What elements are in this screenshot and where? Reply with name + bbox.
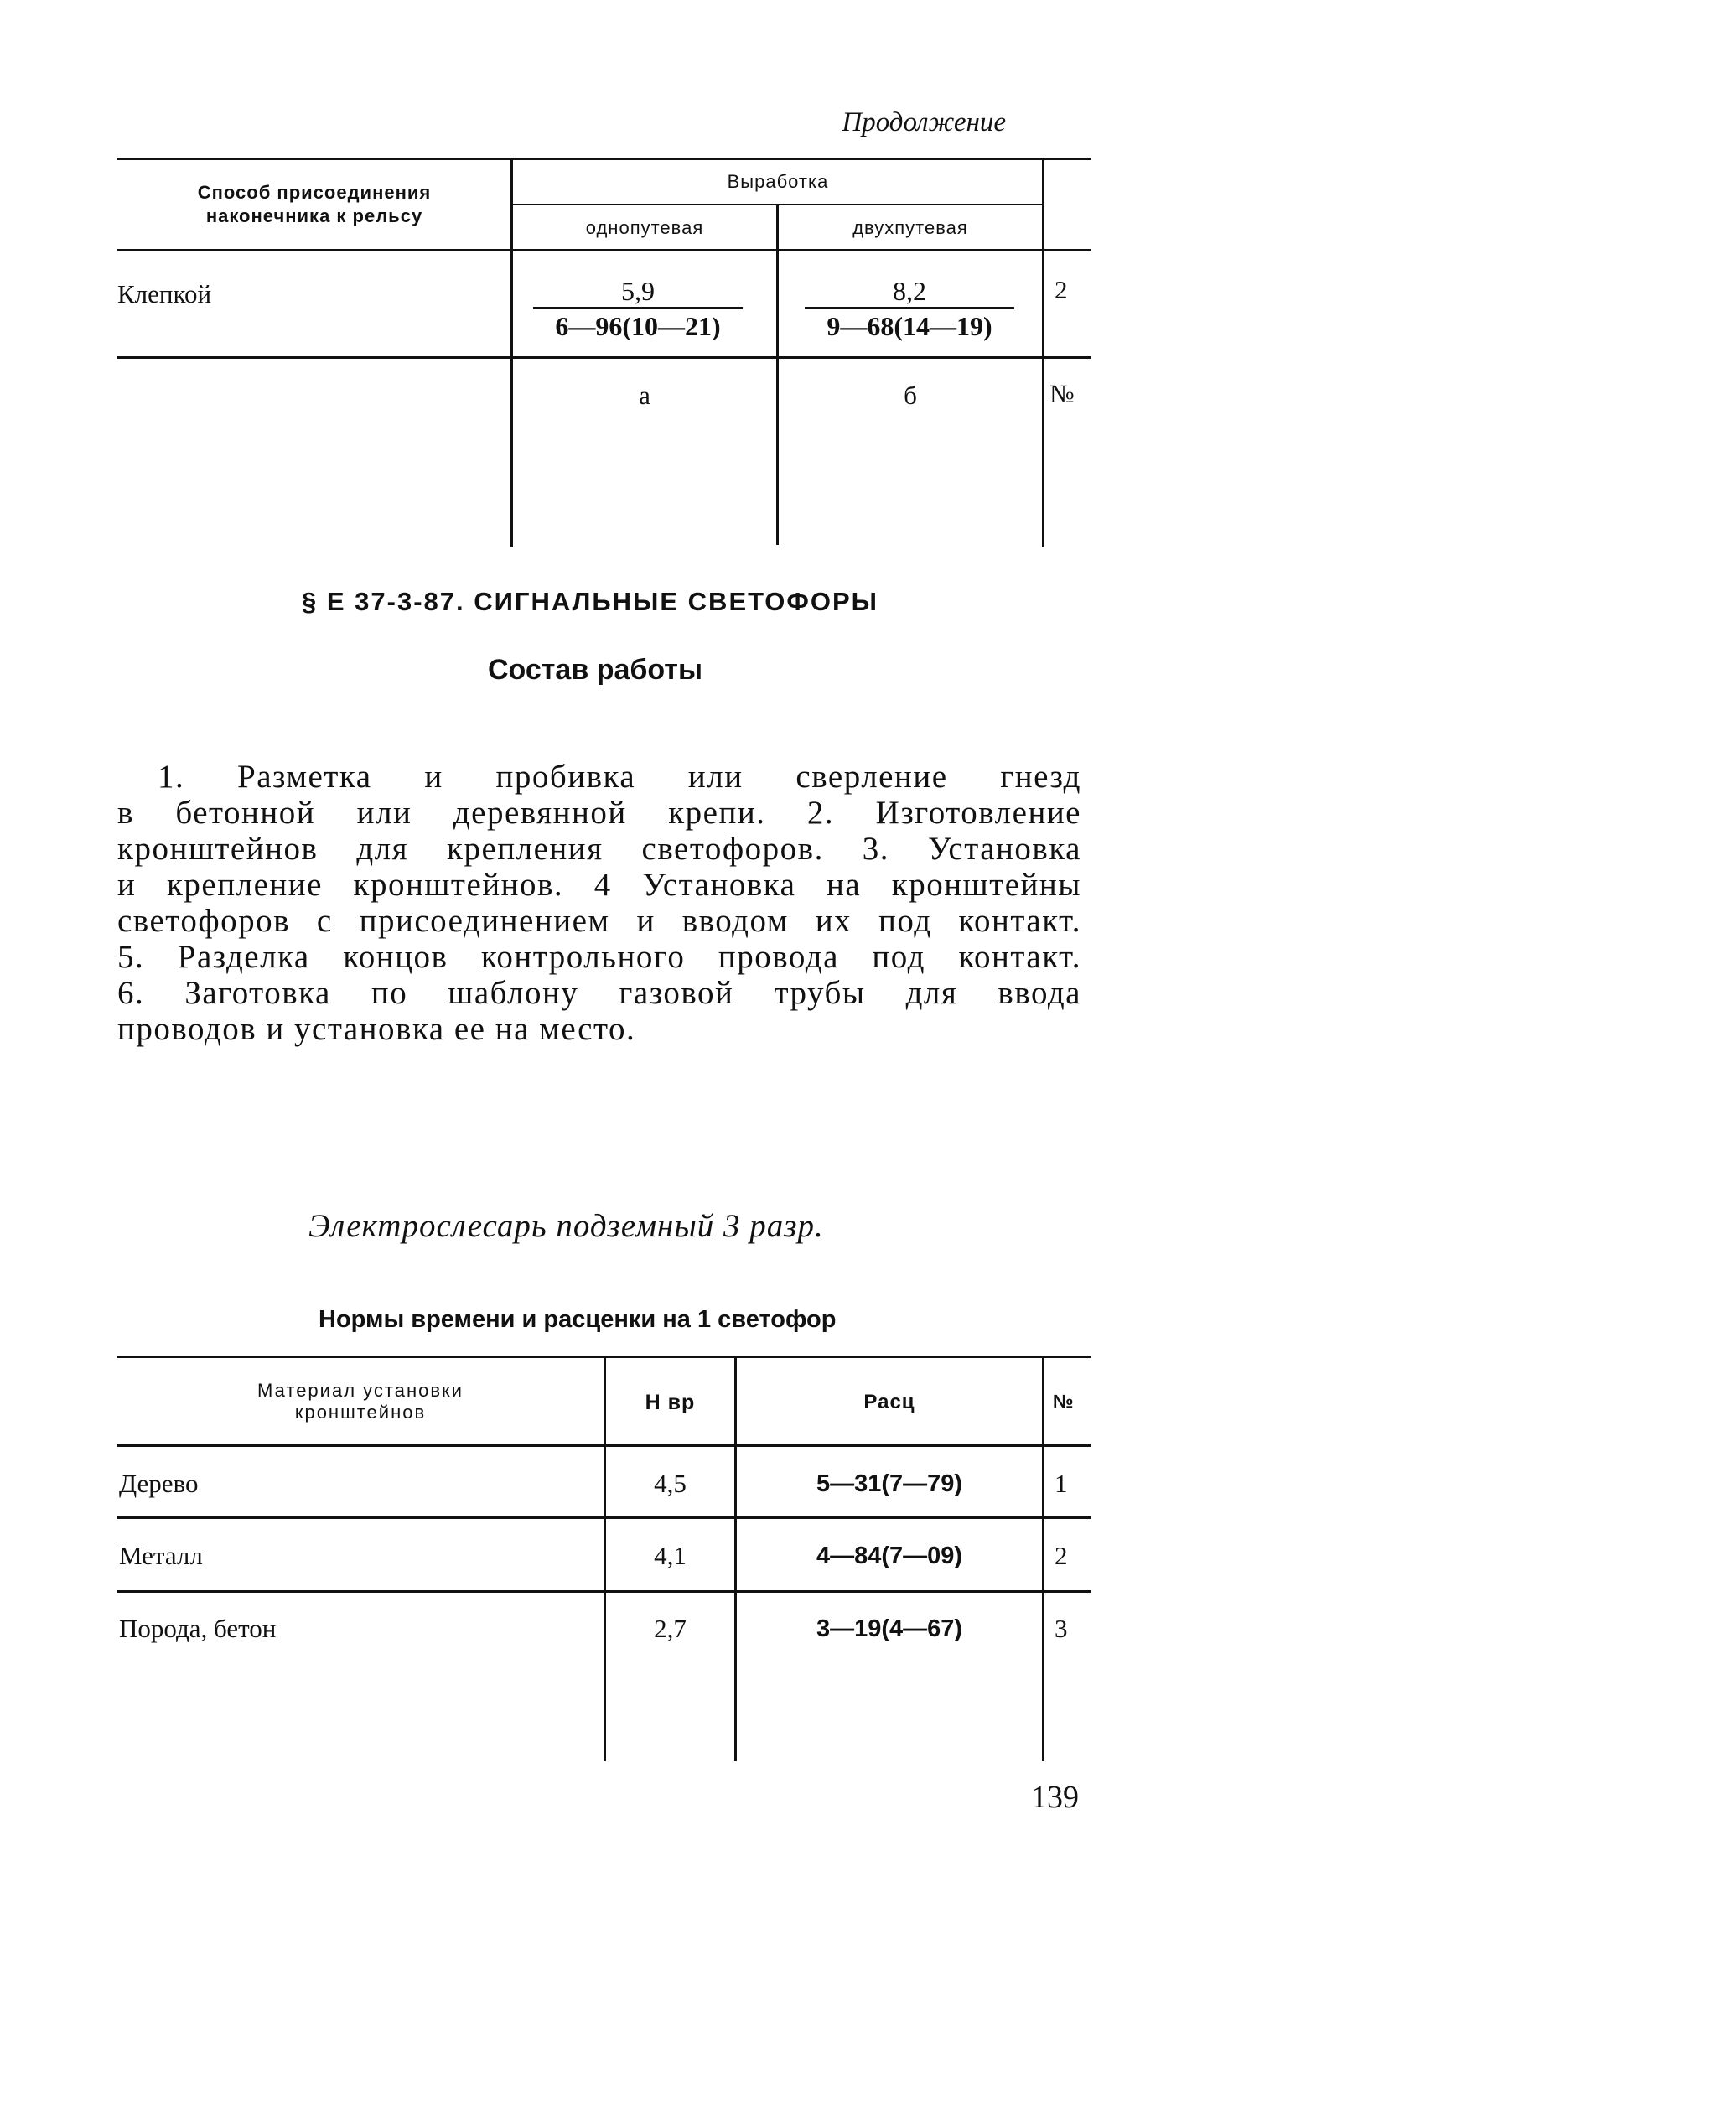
header-rate: Расц: [863, 1391, 915, 1413]
page-number: 139: [1031, 1780, 1079, 1815]
header-method-line-2: наконечника к рельсу: [205, 205, 423, 226]
rate-wood: 5—31(7—79): [816, 1470, 963, 1497]
header-single-track: однопутевая: [585, 217, 704, 238]
work-composition-title: Состав работы: [488, 654, 702, 686]
text-line: и крепление кронштейнов. 4 Установка на кронштейны: [117, 867, 1081, 903]
header-output: Выработка: [727, 171, 829, 192]
double-norm: 8,2: [893, 276, 926, 306]
header-material-line-1: Материал установки: [257, 1380, 464, 1401]
single-norm: 5,9: [621, 276, 655, 306]
text-line: кронштейнов для крепления светофоров. 3. Установка: [117, 831, 1081, 867]
number-metal: 2: [1055, 1541, 1068, 1570]
material-wood: Дерево: [119, 1469, 199, 1498]
work-description: [117, 759, 1081, 1047]
material-rock-concrete: Порода, бетон: [119, 1614, 277, 1643]
text-line: светофоров с присоединением и вводом их под контакт.: [117, 903, 1081, 939]
header-number: №: [1053, 1391, 1075, 1412]
header-method-line-1: Способ присоединения: [197, 182, 432, 203]
time-norm-wood: 4,5: [654, 1469, 687, 1498]
material-metal: Металл: [119, 1541, 203, 1570]
column-letter-b: б: [904, 381, 917, 410]
time-norm-rock-concrete: 2,7: [654, 1614, 687, 1643]
header-double-track: двухпутевая: [852, 217, 968, 238]
header-material-line-2: кронштейнов: [294, 1402, 427, 1423]
row-label-rivet: Клепкой: [117, 279, 212, 308]
worker-title: Электрослесарь подземный 3 разр.: [308, 1208, 824, 1244]
number-sign: №: [1049, 379, 1075, 408]
text-line: 6. Заготовка по шаблону газовой трубы для ввода: [117, 975, 1081, 1011]
text-line: 1. Разметка и пробивка или сверление гнезд: [158, 759, 1081, 795]
rate-metal: 4—84(7—09): [816, 1542, 963, 1569]
double-rate: 9—68(14—19): [805, 307, 1014, 341]
text-line: проводов и установка ее на место.: [117, 1011, 636, 1047]
text-line: в бетонной или деревянной крепи. 2. Изготовление: [117, 795, 1081, 831]
row-number: 2: [1055, 275, 1068, 304]
table-2-title: Нормы времени и расценки на 1 светофор: [319, 1306, 837, 1333]
single-rate: 6—96(10—21): [533, 307, 743, 341]
header-bracket-material: [117, 1380, 604, 1423]
fraction-single-track: [533, 275, 743, 341]
number-rock-concrete: 3: [1055, 1614, 1068, 1643]
time-norm-metal: 4,1: [654, 1541, 687, 1570]
number-wood: 1: [1055, 1469, 1068, 1498]
rate-rock-concrete: 3—19(4—67): [816, 1615, 963, 1642]
fraction-double-track: [805, 275, 1014, 341]
continuation-label: Продолжение: [842, 107, 1006, 137]
text-line: 5. Разделка концов контрольного провода под контакт.: [117, 939, 1081, 975]
column-letter-a: а: [639, 381, 650, 410]
header-time-norm: Н вр: [645, 1391, 696, 1414]
header-connection-method: [117, 181, 511, 228]
section-title: § Е 37-3-87. СИГНАЛЬНЫЕ СВЕТОФОРЫ: [302, 587, 878, 616]
